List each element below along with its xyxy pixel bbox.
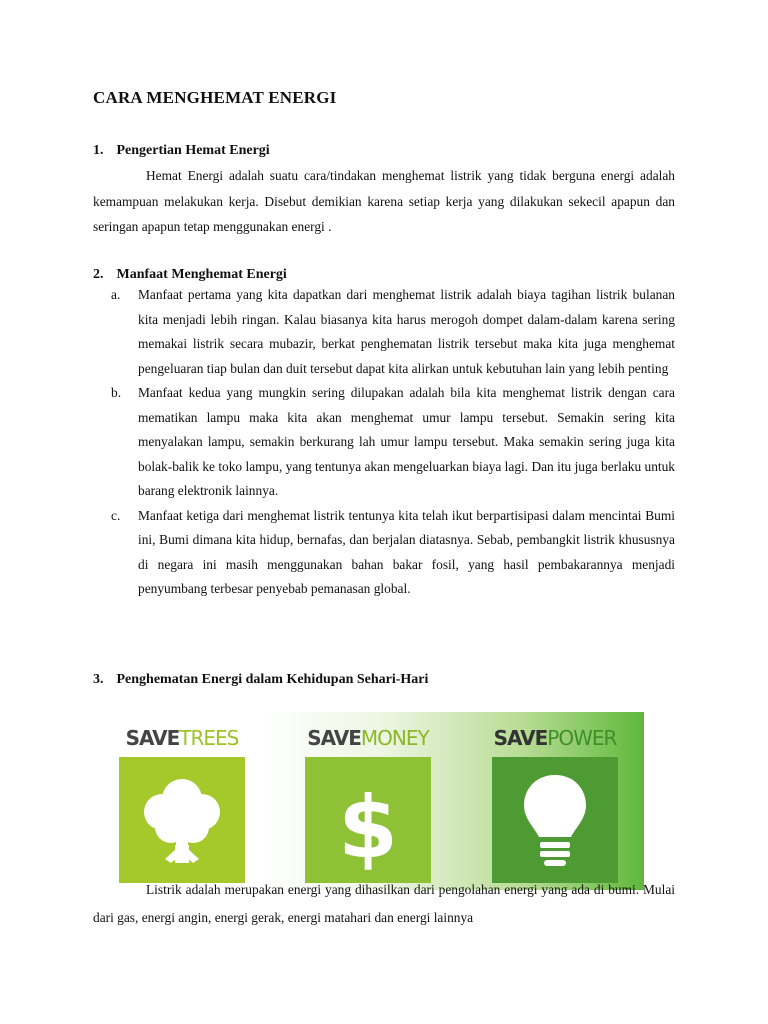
- list-item-text: Manfaat kedua yang mungkin sering dilupakan adalah bila kita menghemat listrik dengan cara mematikan lampu maka kita akan menghemat umur lampu tersebut. Semakin sering kita menyalakan lampu, semakin berkurang lah umur lampu tersebut. Maka semakin sering juga kita bolak-balik ke toko lampu, yang tentunya akan mengeluarkan biaya lagi. Dan itu juga berlaku untuk barang elektronik lainnya.: [138, 385, 675, 498]
- power-word: POWER: [547, 726, 617, 750]
- list-item: [93, 504, 675, 602]
- section-1-title: Pengertian Hemat Energi: [116, 143, 270, 158]
- section-2-title: Manfaat Menghemat Energi: [116, 267, 287, 282]
- list-item: [93, 283, 675, 381]
- list-marker: c.: [111, 507, 121, 523]
- list-marker: b.: [111, 385, 122, 400]
- save-word: SAVE: [125, 726, 180, 750]
- dollar-icon: [305, 757, 431, 883]
- tree-icon: [119, 757, 245, 883]
- svg-text:$: $: [338, 778, 398, 878]
- money-box: [305, 757, 431, 883]
- section-3-heading: [93, 672, 428, 688]
- list-item: [93, 381, 675, 504]
- tree-box: [119, 757, 245, 883]
- list-item-text: Manfaat ketiga dari menghemat listrik tentunya kita telah ikut berpartisipasi dalam mencintai Bumi ini, Bumi dimana kita hidup, bernafas, dan berjalan diatasnya. Sebab, pembangkit listrik khususnya di negara ini masih menggunakan bahan bakar fosil, yang hasil pembakarannya menjadi penyumbang terbesar penyebab pemanasan global.: [138, 507, 675, 596]
- money-word: MONEY: [360, 726, 429, 750]
- save-trees-label: [109, 726, 255, 750]
- section-3-paragraph: Listrik adalah merupakan energi yang dihasilkan dari pengolahan energi yang ada di bumi. Mulai dari gas, energi angin, energi gerak, energi matahari dan energi lainnya: [93, 882, 675, 925]
- section-2-heading: [93, 267, 287, 283]
- section-1-heading: [93, 143, 270, 159]
- power-box: [492, 757, 618, 883]
- list-item-text: Manfaat pertama yang kita dapatkan dari menghemat listrik adalah biaya tagihan listrik bulanan kita menjadi lebih ringan. Kalau biasanya kita harus merogoh dompet dalam-dalam karena sering memakai listrik secara mubazir, berkat penghematan listrik tersebut maka kita juga menghemat pengeluaran tiap bulan dan duit tersebut dapat kita alirkan untuk kebutuhan lain yang lebih penting: [138, 287, 675, 376]
- save-power-panel: [492, 712, 618, 890]
- section-2-number: 2.: [93, 267, 104, 282]
- section-3-number: 3.: [93, 672, 104, 687]
- save-word: SAVE: [493, 726, 548, 750]
- section-1-number: 1.: [93, 143, 104, 158]
- save-money-panel: [305, 712, 431, 890]
- trees-word: TREES: [179, 726, 239, 750]
- save-word: SAVE: [307, 726, 361, 750]
- section-1-paragraph: Hemat Energi adalah suatu cara/tindakan menghemat listrik yang tidak berguna energi adalah kemampuan melakukan kerja. Disebut demikian karena setiap kerja yang dilakukan sekecil apapun dan seringan apapun tetap menggunakan energi .: [93, 168, 675, 234]
- save-money-label: [295, 726, 441, 750]
- save-energy-banner: [93, 712, 644, 890]
- save-trees-panel: [119, 712, 245, 890]
- section-3-title: Penghematan Energi dalam Kehidupan Sehari-Hari: [116, 672, 429, 687]
- benefits-list: [93, 283, 675, 602]
- save-power-label: [482, 726, 628, 750]
- list-marker: a.: [111, 287, 121, 302]
- page-title: CARA MENGHEMAT ENERGI: [93, 88, 337, 107]
- lightbulb-icon: [492, 757, 618, 883]
